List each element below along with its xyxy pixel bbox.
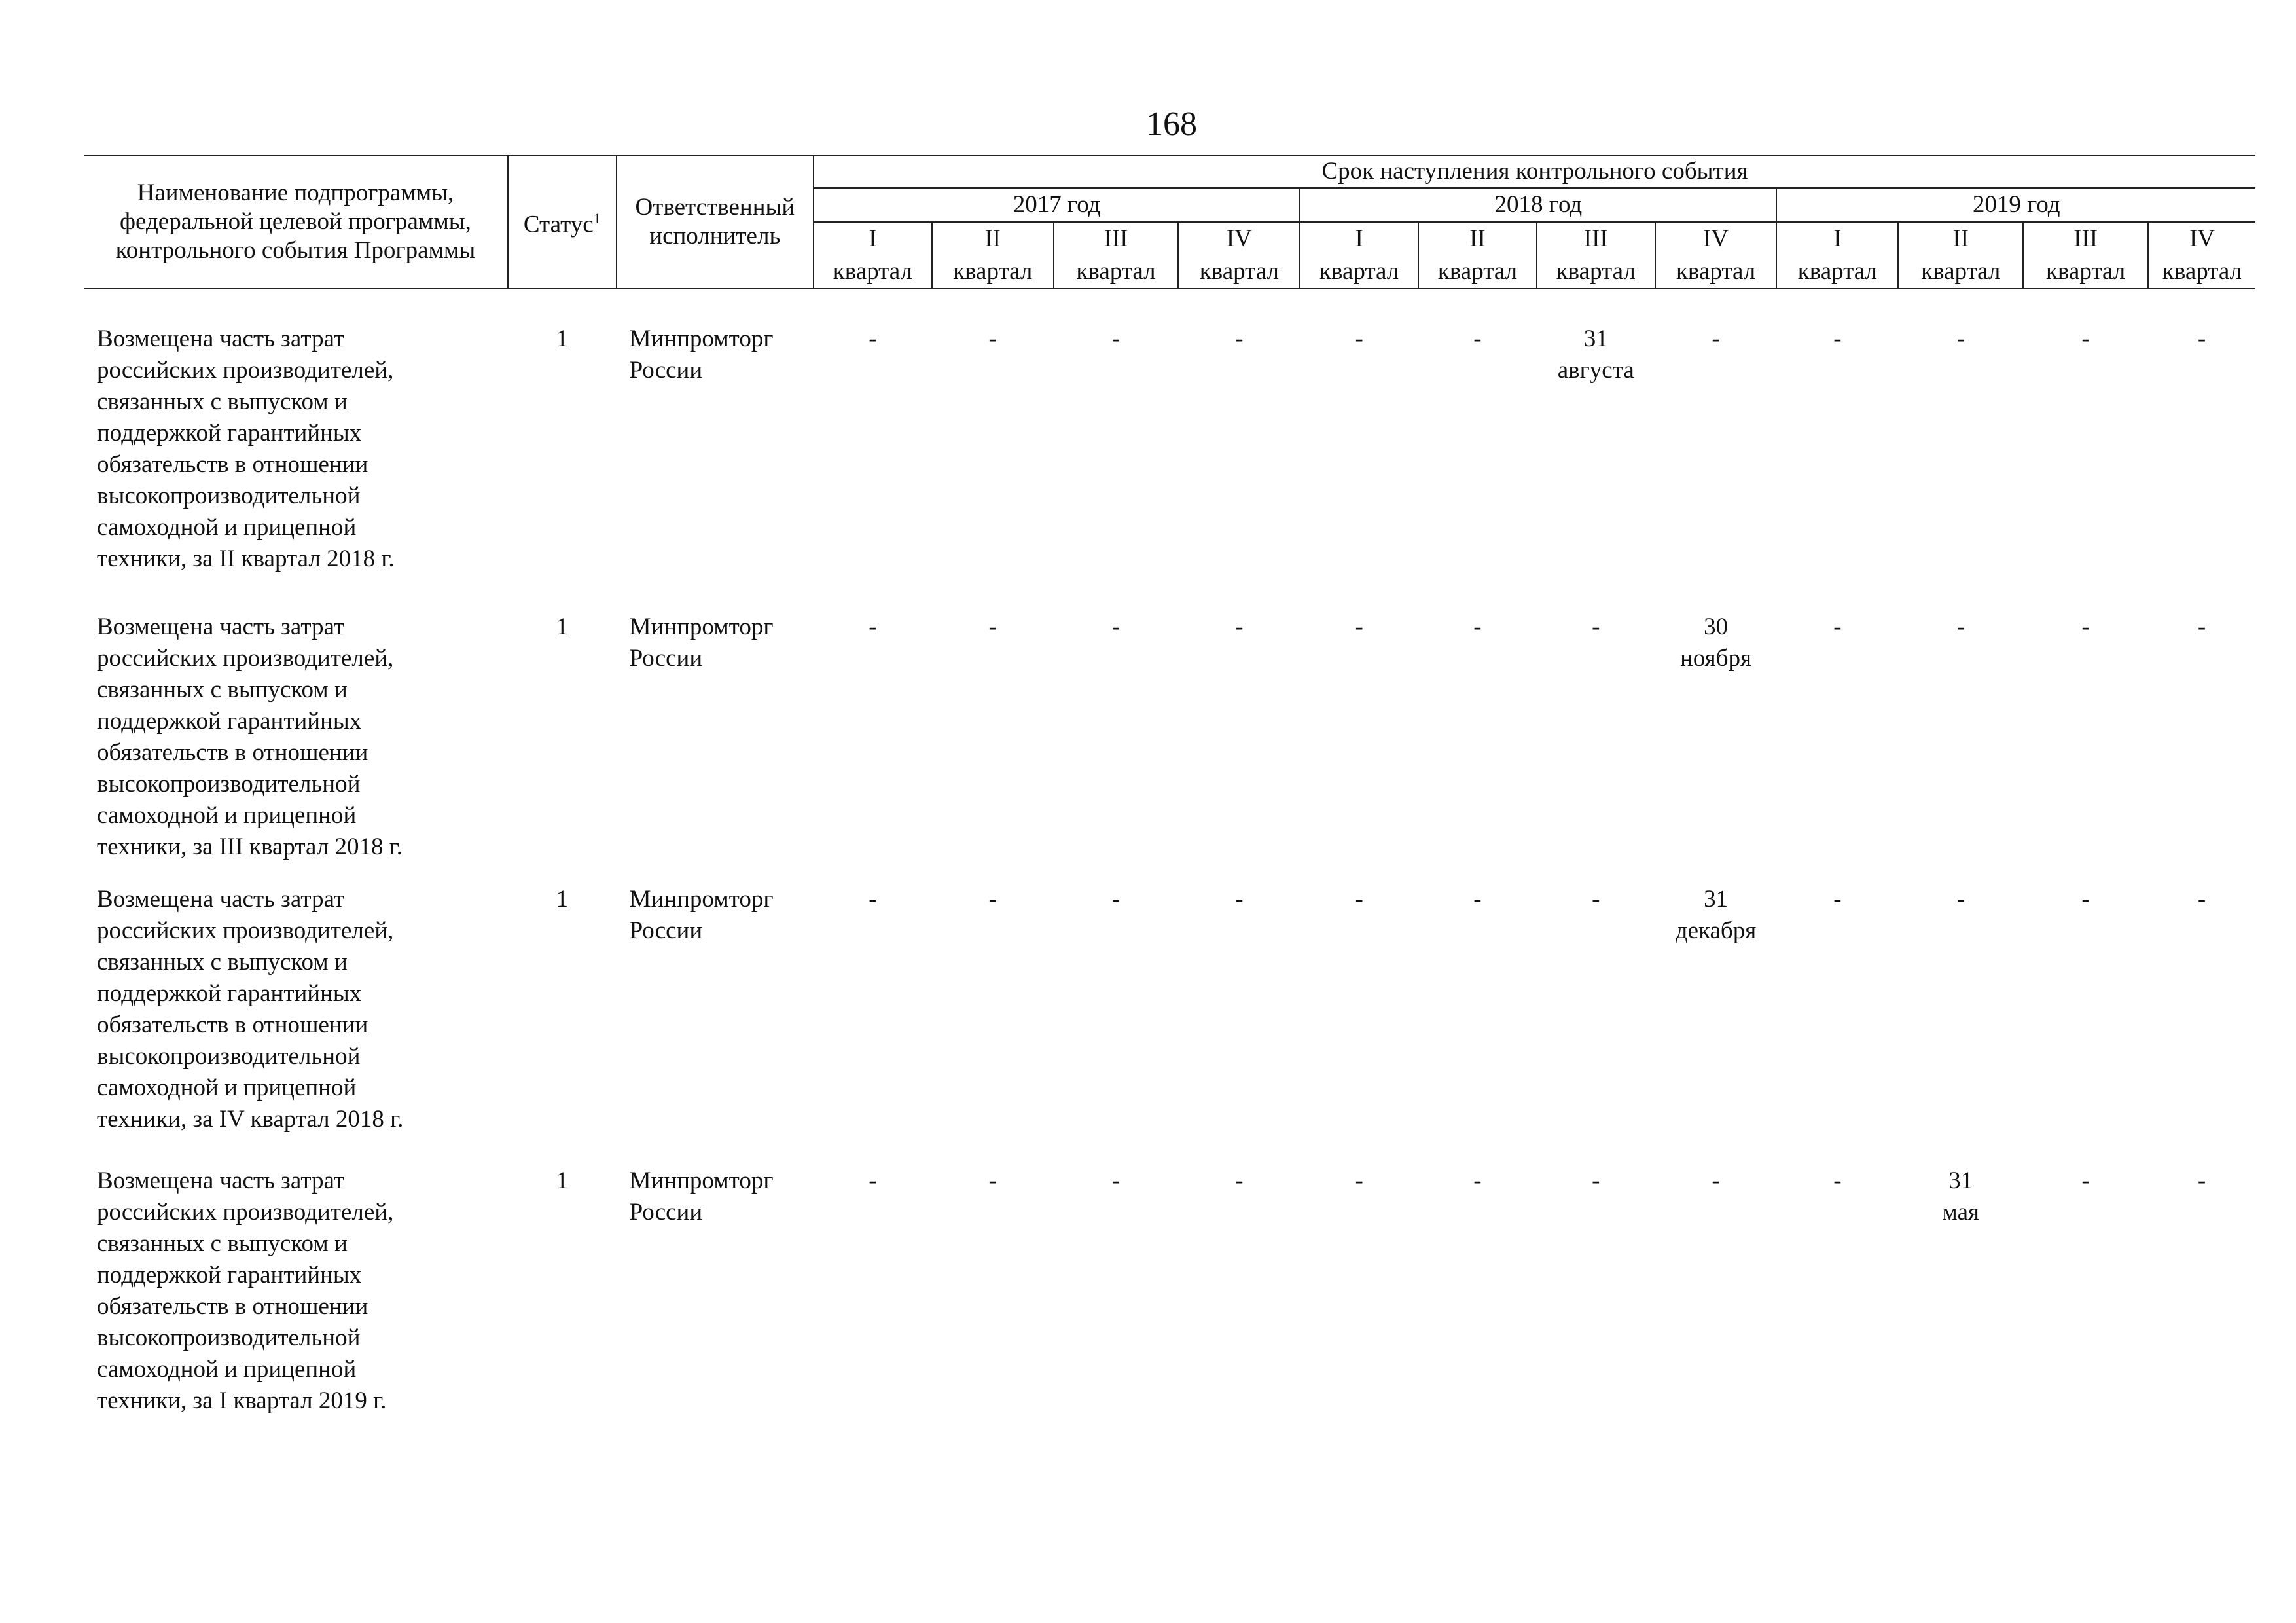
deadline-month: августа bbox=[1557, 357, 1634, 384]
deadline-month: мая bbox=[1942, 1199, 1980, 1226]
quarter-cell bbox=[932, 1165, 1054, 1447]
event-name: Возмещена часть затрат российских производителей, связанных с выпуском и поддержкой гарантийных обязательств в отношении высокопроизводительной самоходной и прицепной техники, за IV квартал 2018 г. bbox=[97, 886, 404, 1133]
quarter-number: III bbox=[2073, 225, 2098, 252]
control-events-table bbox=[84, 155, 2255, 1447]
quarter-cell bbox=[1178, 611, 1300, 884]
header-year: 2018 год bbox=[1300, 188, 1776, 222]
empty-dash: - bbox=[1235, 325, 1244, 352]
quarter-number: IV bbox=[1703, 225, 1729, 252]
empty-dash: - bbox=[988, 325, 997, 352]
quarter-cell bbox=[1418, 323, 1537, 611]
quarter-cell bbox=[1300, 884, 1418, 1165]
quarter-word: квартал bbox=[1437, 258, 1518, 285]
empty-dash: - bbox=[1355, 1167, 1363, 1194]
quarter-cell bbox=[932, 323, 1054, 611]
empty-dash: - bbox=[1355, 325, 1363, 352]
empty-dash: - bbox=[1833, 1167, 1842, 1194]
quarter-cell bbox=[1898, 1165, 2023, 1447]
quarter-cell bbox=[2023, 611, 2148, 884]
header-quarter bbox=[1178, 222, 1300, 289]
quarter-word: квартал bbox=[1797, 258, 1878, 285]
event-responsible: Минпромторг России bbox=[629, 1167, 774, 1226]
event-status: 1 bbox=[556, 613, 568, 640]
empty-dash: - bbox=[988, 1167, 997, 1194]
quarter-word: квартал bbox=[1076, 258, 1156, 285]
quarter-cell bbox=[1178, 884, 1300, 1165]
quarter-cell bbox=[814, 611, 932, 884]
quarter-number: II bbox=[984, 225, 1001, 252]
quarter-number: III bbox=[1583, 225, 1608, 252]
empty-dash: - bbox=[988, 613, 997, 640]
empty-dash: - bbox=[1473, 613, 1482, 640]
empty-dash: - bbox=[1235, 886, 1244, 913]
empty-dash: - bbox=[2081, 613, 2090, 640]
event-name: Возмещена часть затрат российских производителей, связанных с выпуском и поддержкой гарантийных обязательств в отношении высокопроизводительной самоходной и прицепной техники, за III квартал 2018 г. bbox=[97, 613, 403, 860]
header-quarter bbox=[2023, 222, 2148, 289]
header-year: 2017 год bbox=[814, 188, 1300, 222]
event-status: 1 bbox=[556, 325, 568, 352]
quarter-number: I bbox=[869, 225, 877, 252]
empty-dash: - bbox=[1712, 1167, 1720, 1194]
table-row bbox=[84, 323, 2255, 611]
empty-dash: - bbox=[869, 325, 877, 352]
header-quarter bbox=[932, 222, 1054, 289]
quarter-cell bbox=[2023, 1165, 2148, 1447]
quarter-number: IV bbox=[1226, 225, 1252, 252]
empty-dash: - bbox=[1956, 325, 1965, 352]
quarter-cell bbox=[1537, 611, 1655, 884]
header-quarter bbox=[814, 222, 932, 289]
empty-dash: - bbox=[2197, 613, 2206, 640]
quarter-cell bbox=[2023, 323, 2148, 611]
quarter-cell bbox=[1655, 884, 1777, 1165]
header-quarter bbox=[1537, 222, 1655, 289]
empty-dash: - bbox=[1592, 1167, 1600, 1194]
empty-dash: - bbox=[1111, 613, 1121, 640]
empty-dash: - bbox=[1833, 613, 1842, 640]
quarter-cell bbox=[1655, 323, 1777, 611]
deadline-day: 31 bbox=[1583, 325, 1608, 352]
header-quarter bbox=[1418, 222, 1537, 289]
quarter-cell bbox=[1655, 611, 1777, 884]
quarter-cell bbox=[1300, 611, 1418, 884]
empty-dash: - bbox=[1235, 613, 1244, 640]
quarter-cell bbox=[1776, 611, 1898, 884]
empty-dash: - bbox=[1833, 325, 1842, 352]
event-responsible-cell bbox=[617, 1165, 814, 1447]
table-row bbox=[84, 1165, 2255, 1447]
quarter-cell bbox=[1898, 323, 2023, 611]
quarter-cell bbox=[2148, 323, 2255, 611]
quarter-word: квартал bbox=[953, 258, 1033, 285]
deadline-month: декабря bbox=[1675, 917, 1757, 944]
event-responsible: Минпромторг России bbox=[629, 613, 774, 672]
deadline-day: 31 bbox=[1948, 1167, 1973, 1194]
empty-dash: - bbox=[1111, 1167, 1121, 1194]
quarter-cell bbox=[1776, 1165, 1898, 1447]
quarter-word: квартал bbox=[1676, 258, 1756, 285]
quarter-number: II bbox=[1469, 225, 1486, 252]
table-row bbox=[84, 611, 2255, 884]
quarter-cell bbox=[1537, 323, 1655, 611]
empty-dash: - bbox=[2081, 1167, 2090, 1194]
header-quarter bbox=[1054, 222, 1179, 289]
quarter-cell bbox=[814, 884, 932, 1165]
table-header bbox=[84, 155, 2255, 289]
table-row bbox=[84, 884, 2255, 1165]
empty-dash: - bbox=[2081, 325, 2090, 352]
quarter-cell bbox=[1537, 884, 1655, 1165]
quarter-word: квартал bbox=[1921, 258, 2001, 285]
empty-dash: - bbox=[1592, 613, 1600, 640]
empty-dash: - bbox=[1355, 613, 1363, 640]
status-footnote-mark: 1 bbox=[593, 210, 601, 227]
empty-dash: - bbox=[2081, 886, 2090, 913]
empty-dash: - bbox=[2197, 325, 2206, 352]
quarter-cell bbox=[814, 1165, 932, 1447]
quarter-number: I bbox=[1355, 225, 1363, 252]
quarter-word: квартал bbox=[1199, 258, 1279, 285]
event-name: Возмещена часть затрат российских производителей, связанных с выпуском и поддержкой гарантийных обязательств в отношении высокопроизводительной самоходной и прицепной техники, за I квартал 2019 г. bbox=[97, 1167, 394, 1414]
header-status bbox=[508, 155, 617, 289]
deadline-day: 30 bbox=[1704, 613, 1729, 640]
event-name-cell bbox=[84, 611, 508, 884]
quarter-cell bbox=[1300, 323, 1418, 611]
header-deadline-group: Срок наступления контрольного события bbox=[814, 155, 2255, 188]
quarter-cell bbox=[932, 611, 1054, 884]
empty-dash: - bbox=[1956, 886, 1965, 913]
quarter-cell bbox=[1776, 884, 1898, 1165]
empty-dash: - bbox=[2197, 886, 2206, 913]
empty-dash: - bbox=[988, 886, 997, 913]
quarter-cell bbox=[1655, 1165, 1777, 1447]
empty-dash: - bbox=[869, 1167, 877, 1194]
empty-dash: - bbox=[1235, 1167, 1244, 1194]
quarter-cell bbox=[1418, 884, 1537, 1165]
header-quarter bbox=[1655, 222, 1777, 289]
quarter-cell bbox=[1178, 1165, 1300, 1447]
table-body bbox=[84, 289, 2255, 1447]
empty-dash: - bbox=[1111, 325, 1121, 352]
empty-dash: - bbox=[1355, 886, 1363, 913]
quarter-cell bbox=[932, 884, 1054, 1165]
quarter-cell bbox=[1300, 1165, 1418, 1447]
quarter-cell bbox=[1054, 611, 1179, 884]
event-responsible: Минпромторг России bbox=[629, 325, 774, 384]
quarter-cell bbox=[1054, 884, 1179, 1165]
quarter-cell bbox=[2148, 611, 2255, 884]
quarter-cell bbox=[1054, 323, 1179, 611]
quarter-number: IV bbox=[2189, 225, 2215, 252]
empty-dash: - bbox=[869, 613, 877, 640]
quarter-word: квартал bbox=[833, 258, 912, 285]
empty-dash: - bbox=[1111, 886, 1121, 913]
deadline-day: 31 bbox=[1704, 886, 1729, 913]
empty-dash: - bbox=[1473, 325, 1482, 352]
quarter-word: квартал bbox=[1556, 258, 1636, 285]
quarter-cell bbox=[2148, 1165, 2255, 1447]
empty-dash: - bbox=[1473, 1167, 1482, 1194]
quarter-cell bbox=[1898, 611, 2023, 884]
page-number: 168 bbox=[1146, 105, 1197, 143]
quarter-cell bbox=[1537, 1165, 1655, 1447]
empty-dash: - bbox=[869, 886, 877, 913]
quarter-cell bbox=[814, 323, 932, 611]
quarter-number: II bbox=[1952, 225, 1969, 252]
quarter-cell bbox=[2023, 884, 2148, 1165]
header-quarter bbox=[2148, 222, 2255, 289]
quarter-cell bbox=[1418, 611, 1537, 884]
quarter-cell bbox=[1054, 1165, 1179, 1447]
empty-dash: - bbox=[1473, 886, 1482, 913]
quarter-cell bbox=[2148, 884, 2255, 1165]
quarter-cell bbox=[1418, 1165, 1537, 1447]
empty-dash: - bbox=[1956, 613, 1965, 640]
event-status: 1 bbox=[556, 1167, 568, 1194]
event-name: Возмещена часть затрат российских производителей, связанных с выпуском и поддержкой гарантийных обязательств в отношении высокопроизводительной самоходной и прицепной техники, за II квартал 2018 г. bbox=[97, 325, 395, 572]
empty-dash: - bbox=[2197, 1167, 2206, 1194]
event-name-cell bbox=[84, 323, 508, 611]
header-name: Наименование подпрограммы, федеральной целевой программы, контрольного события Программы bbox=[84, 155, 508, 289]
quarter-word: квартал bbox=[2162, 258, 2242, 285]
quarter-cell bbox=[1776, 323, 1898, 611]
header-status-label: Статус bbox=[523, 211, 594, 238]
empty-dash: - bbox=[1833, 886, 1842, 913]
header-responsible: Ответственный исполнитель bbox=[617, 155, 814, 289]
header-quarter bbox=[1300, 222, 1418, 289]
event-responsible-cell bbox=[617, 884, 814, 1165]
event-responsible: Минпромторг России bbox=[629, 886, 774, 944]
event-name-cell bbox=[84, 1165, 508, 1447]
quarter-number: I bbox=[1833, 225, 1842, 252]
quarter-word: квартал bbox=[2045, 258, 2126, 285]
event-responsible-cell bbox=[617, 611, 814, 884]
event-responsible-cell bbox=[617, 323, 814, 611]
empty-dash: - bbox=[1592, 886, 1600, 913]
header-quarter bbox=[1776, 222, 1898, 289]
quarter-cell bbox=[1898, 884, 2023, 1165]
quarter-cell bbox=[1178, 323, 1300, 611]
quarter-number: III bbox=[1103, 225, 1128, 252]
header-year: 2019 год bbox=[1776, 188, 2255, 222]
empty-dash: - bbox=[1712, 325, 1720, 352]
header-quarter bbox=[1898, 222, 2023, 289]
event-status: 1 bbox=[556, 886, 568, 913]
deadline-month: ноября bbox=[1680, 645, 1752, 672]
event-name-cell bbox=[84, 884, 508, 1165]
quarter-word: квартал bbox=[1319, 258, 1399, 285]
